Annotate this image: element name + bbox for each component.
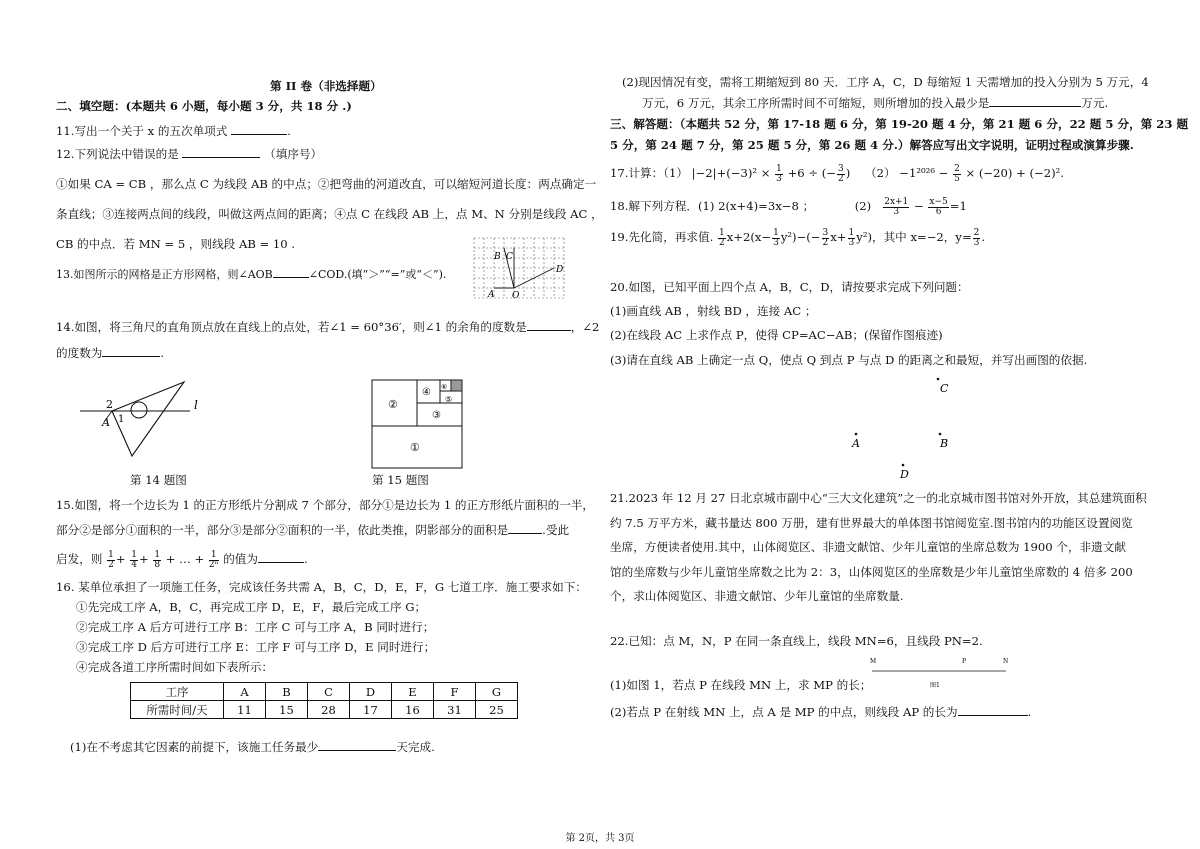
q15-answer-blank-1[interactable]: [508, 521, 542, 534]
q16-line2: ①先完成工序 A，B，C，再完成工序 D，E，F，最后完成工序 G；: [76, 600, 427, 614]
q21-line5: 个，求山体阅览区、非遗文献馆、少年儿童馆的坐席数量.: [610, 589, 904, 603]
fig15-region-6: ⑥: [441, 383, 448, 391]
figure-20-points: [840, 370, 960, 482]
question-19: [610, 226, 985, 248]
figure-14-caption: 第 14 题图: [130, 473, 187, 487]
fig14-label-2: 2: [106, 398, 113, 411]
q17-expr2b: × (−20) + (−2)².: [965, 166, 1064, 180]
q17-expr1b: +6 ÷ (−: [787, 166, 837, 180]
q17-label: 17.计算：（1）: [610, 166, 688, 180]
table-cell: 17: [350, 701, 392, 719]
q16-line4: ③完成工序 D 后方可进行工序 E：工序 F 可与工序 D，E 同时进行；: [76, 640, 436, 654]
q14-text-b: ，∠2: [570, 320, 600, 334]
fraction-1-3: $\frac{1}{3}$: [773, 227, 779, 248]
fraction-1-4: $\frac{1}{4}$: [131, 549, 137, 570]
part3-heading-line2: 5 分，第 24 题 7 分，第 25 题 5 分，第 26 题 4 分.）解答应写出文字说明，证明过程或演算步骤.: [610, 138, 1134, 152]
figure-13-grid: [472, 234, 568, 304]
q17-expr1: |−2|+(−3)² ×: [691, 166, 771, 180]
section-title: 第 II 卷（非选择题）: [270, 79, 382, 93]
q12-text: 12.下列说法中错误的是: [56, 147, 179, 161]
q13-text: 13.如图所示的网格是正方形网格，则∠AOB: [56, 268, 273, 281]
question-11: [56, 122, 291, 139]
fig15-region-1: ①: [410, 441, 420, 454]
figure-22-line: [868, 654, 1018, 690]
q16-sub2-line2: [642, 94, 1108, 111]
q12-end: （填序号）: [264, 147, 323, 161]
q12-line2: 条直线；③连接两点间的线段，叫做这两点间的距离；④点 C 在线段 AB 上，点 M、N 分别是线段 AC ，: [56, 207, 603, 221]
q16-sub1-text: (1)在不考虑其它因素的前提下，该施工任务最少: [70, 740, 319, 754]
part2-heading: 二、填空题：(本题共 6 小题，每小题 3 分，共 18 分 .): [56, 99, 352, 113]
q16-sub1-end: 天完成.: [396, 740, 435, 754]
fraction-2-3: $\frac{2}{3}$: [973, 227, 980, 248]
fig13-label-d: D: [556, 265, 564, 275]
q21-line4: 馆的坐席数与少年儿童馆坐席数之比为 2：3，山体阅览区的坐席数是少年儿童馆坐席数的 4 倍多 200: [610, 565, 1133, 579]
fraction-1-8: $\frac{1}{8}$: [154, 549, 161, 570]
q14-text-a: 14.如图，将三角尺的直角顶点放在直线上的点处，若∠1 = 60°36′，则∠1 的余角的度数是: [56, 320, 527, 334]
table-cell: 11: [224, 701, 266, 719]
q16-sub1: [70, 738, 435, 755]
fig13-label-b: B: [494, 252, 501, 262]
q16-answer-blank-2[interactable]: [989, 94, 1081, 107]
question-17: [610, 162, 1064, 184]
fig15-region-3: ③: [432, 410, 441, 421]
q17-expr1c: ): [845, 166, 851, 180]
fig15-region-4: ④: [422, 387, 431, 398]
table-cell: 25: [476, 701, 518, 719]
fig22-label-p: P: [962, 658, 967, 665]
q22-answer-blank[interactable]: [958, 703, 1028, 716]
fig22-label-n: N: [1003, 658, 1009, 665]
q16-sub2-line1: (2)现因情况有变，需将工期缩短到 80 天．工序 A，C，D 每缩短 1 天需增加的投入分别为 5 万元，4: [622, 75, 1149, 89]
q19-label: 19.先化简，再求值.: [610, 230, 714, 244]
q14-text-c: 的度数为: [56, 346, 103, 360]
q19-end: .: [981, 230, 986, 244]
table-row: [131, 701, 518, 719]
fraction-1-3: $\frac{1}{3}$: [848, 227, 855, 248]
fig14-label-a: A: [102, 416, 110, 429]
question-12: [56, 145, 322, 162]
q22-line1: 22.已知：点 M，N，P 在同一条直线上，线段 MN=6，且线段 PN=2.: [610, 634, 983, 648]
q19-expr1: x+2(x−: [726, 230, 772, 244]
q12-line1: ①如果 CA = CB ，那么点 C 为线段 AB 的中点；②把弯曲的河道改直，可以缩短河道长度：两点确定一: [56, 177, 597, 191]
table-cell: 所需时间/天: [131, 701, 224, 719]
q15-end: .: [303, 552, 308, 566]
q17-expr2: −1²⁰²⁶ −: [899, 166, 949, 180]
fig14-label-l: l: [194, 398, 198, 412]
question-13: [56, 265, 446, 283]
q14-answer-blank-2[interactable]: [102, 344, 160, 357]
q16-sub2-end: 万元.: [1081, 96, 1109, 110]
q15-expr: + … +: [165, 552, 205, 566]
fig20-label-b: B: [940, 437, 949, 450]
q15-line1: 15.如图，将一个边长为 1 的正方形纸片分割成 7 个部分，部分①是边长为 1 的正方形纸片面积的一半，: [56, 498, 595, 512]
table-cell: A: [224, 683, 266, 701]
q18-minus: −: [913, 199, 924, 213]
fig15-region-2: ②: [388, 398, 398, 411]
q13-mid: ∠COD.(填“＞”“=”或“＜”).: [308, 268, 447, 281]
q13-answer-blank[interactable]: [273, 265, 309, 278]
question-18: [610, 195, 967, 217]
q15-text-b: .受此: [542, 523, 570, 537]
table-cell: B: [266, 683, 308, 701]
q14-answer-blank-1[interactable]: [527, 318, 571, 331]
q16-line3: ②完成工序 A 后方可进行工序 B：工序 C 可与工序 A，B 同时进行；: [76, 620, 435, 634]
q15-text-c: 启发，则: [56, 552, 103, 566]
fig13-label-c: C: [506, 252, 513, 262]
fraction-2-5: $\frac{2}{5}$: [954, 163, 960, 184]
table-cell: G: [476, 683, 518, 701]
q11-answer-blank[interactable]: [231, 122, 287, 135]
question-14-line1: [56, 318, 599, 335]
fig15-region-5: ⑤: [445, 395, 453, 404]
q11-end: .: [287, 124, 291, 138]
q15-text-a: 部分②是部分①面积的一半，部分③是部分②面积的一半，依此类推，阴影部分的面积是: [56, 523, 509, 537]
q20-line1: 20.如图，已知平面上四个点 A，B，C，D，请按要求完成下列问题：: [610, 280, 969, 294]
fraction-1-3: $\frac{1}{3}$: [776, 163, 782, 184]
q18-part1: 18.解下列方程．(1) 2(x+4)=3x−8 ；: [610, 199, 815, 213]
q15-line2: [56, 521, 569, 538]
q20-line2: (1)画直线 AB ，射线 BD ，连接 AC ；: [610, 304, 817, 318]
q12-answer-blank[interactable]: [182, 145, 260, 158]
figure-15-caption: 第 15 题图: [372, 473, 429, 487]
process-time-table: [130, 682, 518, 719]
part3-heading-line1: 三、解答题：（本题共 52 分，第 17-18 题 6 分，第 19-20 题 4 分，第 21 题 6 分，22 题 5 分，第 23 题: [610, 117, 1189, 131]
fraction-1-2: $\frac{1}{2}$: [108, 549, 114, 570]
q21-line3: 坐席，方便读者使用.其中，山体阅览区、非遗文献馆、少年儿童馆的坐席总数为 1900 个，非遗文献: [610, 540, 1126, 554]
fig13-label-a: A: [488, 290, 495, 300]
figure-15-square: [370, 378, 466, 470]
page-footer: 第 2页，共 3页: [565, 833, 635, 844]
q11-text: 11.写出一个关于 x 的五次单项式: [56, 124, 228, 138]
q15-line3: 启发，则 $\frac{1}{2}$ + $\frac{1}{4}$ + $\frac{1}{8}$ + … + $\frac{1}{\text{2ⁿ}}$ 的值为 .: [56, 549, 308, 570]
q14-end: .: [160, 346, 165, 360]
question-14-line2: [56, 344, 164, 361]
q22-text: (2)若点 P 在射线 MN 上，点 A 是 MP 的中点，则线段 AP 的长为: [610, 705, 958, 719]
q19-expr2: y²)−(−: [780, 230, 821, 244]
q22-line2: (1)如图 1，若点 P 在线段 MN 上，求 MP 的长；: [610, 678, 872, 692]
fig22-caption: 图1: [930, 682, 940, 689]
q17-label2: （2）: [865, 166, 896, 180]
q18-eq: =1: [949, 199, 967, 213]
q12-line3: CB 的中点．若 MN = 5 ，则线段 AB = 10 .: [56, 237, 296, 251]
fraction-1-2: $\frac{1}{2}$: [718, 227, 725, 248]
q15-text-d: 的值为: [223, 552, 258, 566]
table-cell: D: [350, 683, 392, 701]
figure-14-triangle-ruler: [78, 378, 218, 468]
q20-line3: (2)在线段 AC 上求作点 P，使得 CP=AC−AB；(保留作图痕迹): [610, 328, 943, 342]
fraction-x5-6: $\frac{x-5}{6}$: [929, 196, 948, 217]
q18-label2: (2): [854, 199, 872, 213]
fig15-shaded-part: [451, 380, 462, 391]
table-cell: E: [392, 683, 434, 701]
q19-expr3: x+: [830, 230, 847, 244]
q16-sub2-text: 万元，6 万元，其余工序所需时间不可缩短，则所增加的投入最少是: [642, 96, 990, 110]
q16-answer-blank-1[interactable]: [318, 738, 396, 751]
fraction-1-2n: $\frac{1}{\text{2ⁿ}}$: [208, 549, 219, 570]
q19-expr4: y²)，其中 x=−2，y=: [856, 230, 972, 244]
table-row: [131, 683, 518, 701]
fig20-label-d: D: [900, 468, 909, 481]
table-cell: F: [434, 683, 476, 701]
q22-end: .: [1027, 705, 1032, 719]
fraction-3-2: $\frac{3}{2}$: [822, 227, 829, 248]
q21-line2: 约 7.5 万平方米，藏书量达 800 万册，建有世界最大的单体图书馆阅览室.图书馆内的功能区设置阅览: [610, 516, 1133, 530]
fraction-2x1-3: $\frac{2x+1}{3}$: [884, 196, 909, 217]
table-cell: 15: [266, 701, 308, 719]
q15-answer-blank-2[interactable]: [258, 550, 304, 563]
table-cell: 16: [392, 701, 434, 719]
table-cell: 31: [434, 701, 476, 719]
q16-line1: 16. 某单位承担了一项施工任务，完成该任务共需 A，B，C，D，E，F，G 七道工序．施工要求如下：: [56, 580, 587, 594]
q16-line5: ④完成各道工序所需时间如下表所示：: [76, 660, 274, 674]
q22-line3: [610, 703, 1031, 720]
table-cell: C: [308, 683, 350, 701]
fig13-label-o: O: [512, 291, 520, 301]
table-cell: 工序: [131, 683, 224, 701]
fig20-label-c: C: [940, 382, 949, 395]
q20-line4: (3)请在直线 AB 上确定一点 Q，使点 Q 到点 P 与点 D 的距离之和最短，并写出画图的依据.: [610, 353, 1088, 367]
q21-line1: 21.2023 年 12 月 27 日北京城市副中心“三大文化建筑”之一的北京城市图书馆对外开放，其总建筑面积: [610, 491, 1147, 505]
fig14-label-1: 1: [118, 414, 125, 425]
table-cell: 28: [308, 701, 350, 719]
fig22-label-m: M: [870, 658, 877, 665]
fig20-label-a: A: [852, 437, 860, 450]
fraction-3-2: $\frac{3}{2}$: [838, 163, 844, 184]
